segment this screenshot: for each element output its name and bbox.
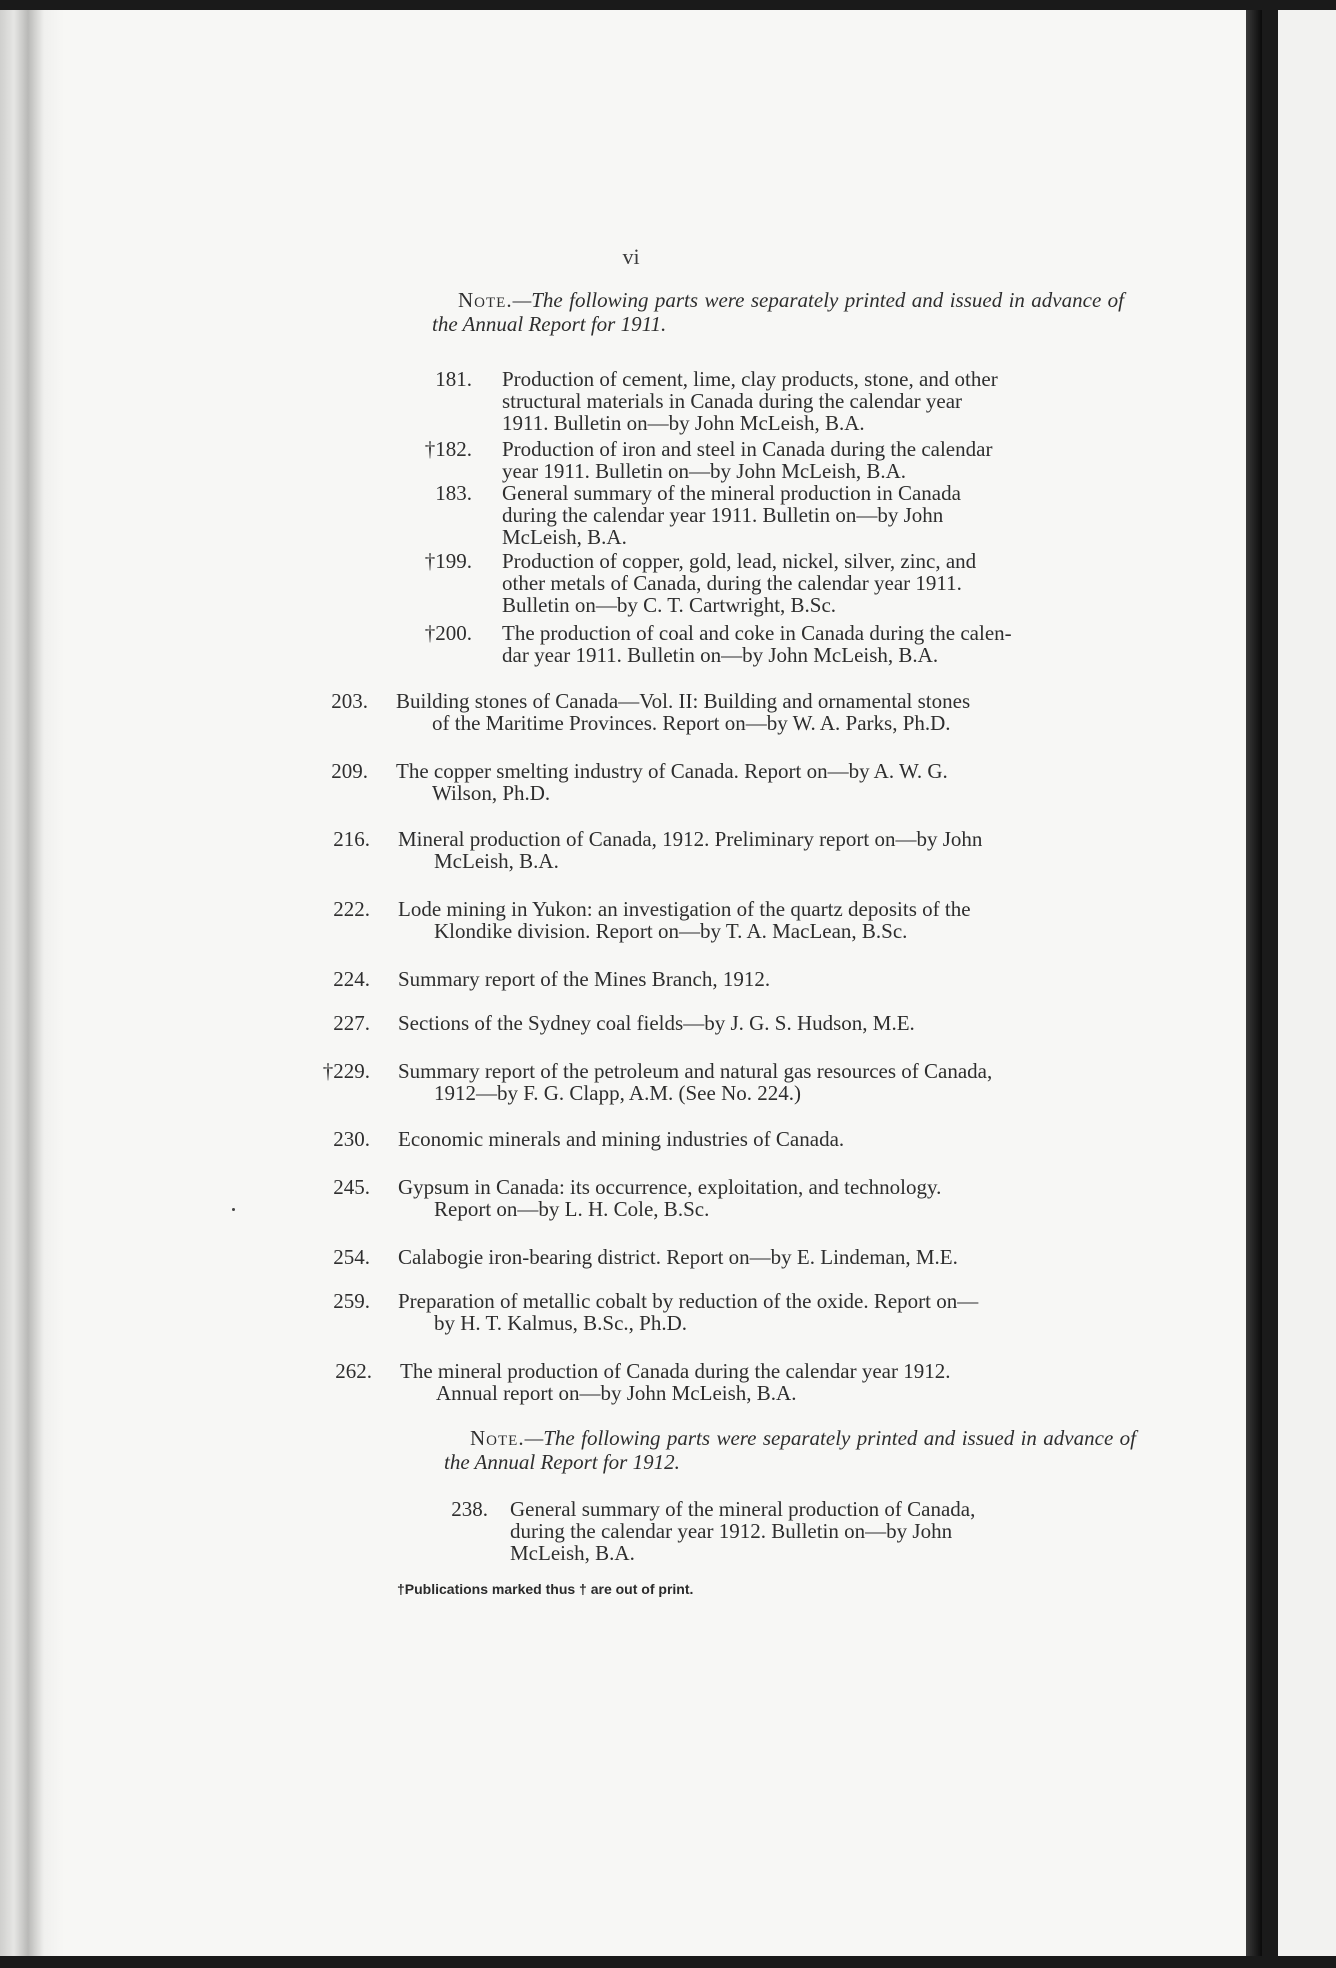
title-line: McLeish, B.A.	[502, 525, 627, 549]
title-line: by H. T. Kalmus, B.Sc., Ph.D.	[434, 1311, 687, 1335]
publication-title	[398, 898, 1134, 942]
footnote: †Publications marked thus † are out of print.	[397, 1581, 694, 1597]
publication-number: 230.	[333, 1127, 370, 1151]
publication-title	[398, 1176, 1138, 1220]
title-line: during the calendar year 1912. Bulletin on—by John	[510, 1519, 953, 1543]
list-item	[416, 622, 1128, 666]
publication-number: 254.	[333, 1245, 370, 1269]
publication-title	[398, 968, 1134, 990]
page-gutter-edge	[0, 10, 64, 1956]
print-speck	[232, 1208, 235, 1211]
list-item	[416, 438, 1128, 482]
note-text: —The following parts were separately printed and issued in advance of the Annual Report for 1911.	[432, 288, 1124, 336]
publication-title	[502, 550, 1130, 616]
title-line: Report on—by L. H. Cole, B.Sc.	[434, 1197, 710, 1221]
list-item	[316, 690, 1132, 734]
publication-title	[398, 1012, 1134, 1034]
title-line: Production of cement, lime, clay products, stone, and other	[502, 367, 998, 391]
title-line: 1911. Bulletin on—by John McLeish, B.A.	[502, 411, 865, 435]
publication-number: †200.	[424, 621, 472, 645]
title-line: Production of iron and steel in Canada during the calendar	[502, 437, 993, 461]
title-line: year 1911. Bulletin on—by John McLeish, B.A.	[502, 459, 907, 483]
publication-title	[396, 690, 1132, 734]
publication-title	[502, 368, 1130, 434]
publication-number: 227.	[333, 1011, 370, 1035]
note-1912	[444, 1426, 1136, 1474]
title-line: other metals of Canada, during the calendar year 1911.	[502, 571, 962, 595]
list-item	[416, 550, 1128, 616]
title-line: Mineral production of Canada, 1912. Preliminary report on—by John	[398, 827, 983, 851]
title-line: Production of copper, gold, lead, nickel, silver, zinc, and	[502, 549, 977, 573]
title-line: Summary report of the petroleum and natural gas resources of Canada,	[398, 1059, 993, 1083]
title-line: Building stones of Canada—Vol. II: Building and ornamental stones	[396, 689, 971, 713]
page-number: vi	[622, 244, 640, 269]
publication-number: 262.	[335, 1359, 372, 1383]
publication-title	[502, 482, 1130, 548]
publication-title	[502, 622, 1130, 666]
title-line: Economic minerals and mining industries of Canada.	[398, 1127, 845, 1151]
title-line: Lode mining in Yukon: an investigation of the quartz deposits of the	[398, 897, 971, 921]
title-line: Calabogie iron-bearing district. Report on—by E. Lindeman, M.E.	[398, 1245, 958, 1269]
publication-title	[510, 1498, 1140, 1564]
list-item	[318, 1060, 1138, 1104]
title-line: General summary of the mineral production of Canada,	[510, 1497, 976, 1521]
list-item	[318, 1012, 1134, 1034]
title-line: The copper smelting industry of Canada. Report on—by A. W. G.	[396, 759, 948, 783]
publication-number: 222.	[333, 897, 370, 921]
title-line: Annual report on—by John McLeish, B.A.	[436, 1381, 797, 1405]
title-line: Gypsum in Canada: its occurrence, exploitation, and technology.	[398, 1175, 942, 1199]
publication-title	[396, 760, 1132, 804]
publication-title	[398, 1128, 1134, 1150]
title-line: McLeish, B.A.	[434, 849, 559, 873]
note-label: Note.	[458, 288, 513, 312]
title-line: during the calendar year 1911. Bulletin on—by John	[502, 503, 944, 527]
title-line: Summary report of the Mines Branch, 1912.	[398, 967, 771, 991]
publication-number: 203.	[331, 689, 368, 713]
title-line: The production of coal and coke in Canada during the calen-	[502, 621, 1012, 645]
list-item	[318, 1176, 1138, 1220]
list-item	[318, 828, 1134, 872]
publication-number: †182.	[424, 437, 472, 461]
publication-title	[398, 1246, 1138, 1268]
list-item	[318, 898, 1134, 942]
list-item	[318, 1128, 1134, 1150]
publication-number: 183.	[435, 481, 472, 505]
list-item	[432, 1498, 1140, 1564]
note-text: —The following parts were separately printed and issued in advance of the Annual Report for 1912.	[444, 1426, 1136, 1474]
list-item	[318, 1290, 1138, 1334]
publication-title	[398, 828, 1134, 872]
list-item	[316, 760, 1132, 804]
title-line: General summary of the mineral production in Canada	[502, 481, 961, 505]
title-line: Preparation of metallic cobalt by reduction of the oxide. Report on—	[398, 1289, 979, 1313]
publication-number: 224.	[333, 967, 370, 991]
title-line: of the Maritime Provinces. Report on—by W. A. Parks, Ph.D.	[432, 711, 951, 735]
publication-number: †229.	[322, 1059, 370, 1083]
publication-number: 216.	[333, 827, 370, 851]
title-line: 1912—by F. G. Clapp, A.M. (See No. 224.)	[434, 1081, 801, 1105]
binding-shadow	[1246, 10, 1262, 1956]
title-line: Wilson, Ph.D.	[432, 781, 551, 805]
title-line: structural materials in Canada during the calendar year	[502, 389, 963, 413]
publication-title	[398, 1060, 1138, 1104]
list-item	[318, 1246, 1138, 1268]
title-line: The mineral production of Canada during the calendar year 1912.	[400, 1359, 951, 1383]
title-line: Bulletin on—by C. T. Cartwright, B.Sc.	[502, 593, 837, 617]
list-item	[416, 368, 1128, 434]
title-line: McLeish, B.A.	[510, 1541, 635, 1565]
list-item	[320, 1360, 1140, 1404]
title-line: Sections of the Sydney coal fields—by J. G. S. Hudson, M.E.	[398, 1011, 915, 1035]
publication-number: 209.	[331, 759, 368, 783]
publication-number: 181.	[435, 367, 472, 391]
title-line: Klondike division. Report on—by T. A. MacLean, B.Sc.	[434, 919, 908, 943]
note-1911	[432, 288, 1124, 336]
list-item	[318, 968, 1134, 990]
publication-number: †199.	[424, 549, 472, 573]
note-label: Note.	[470, 1426, 525, 1450]
publication-number: 238.	[451, 1497, 488, 1521]
publication-number: 259.	[333, 1289, 370, 1313]
publication-title	[400, 1360, 1140, 1404]
publication-number: 245.	[333, 1175, 370, 1199]
title-line: dar year 1911. Bulletin on—by John McLeish, B.A.	[502, 643, 939, 667]
publication-title	[502, 438, 1130, 482]
document-page	[0, 10, 1262, 1956]
list-item	[416, 482, 1128, 548]
facing-page-edge	[1278, 10, 1336, 1956]
publication-title	[398, 1290, 1138, 1334]
